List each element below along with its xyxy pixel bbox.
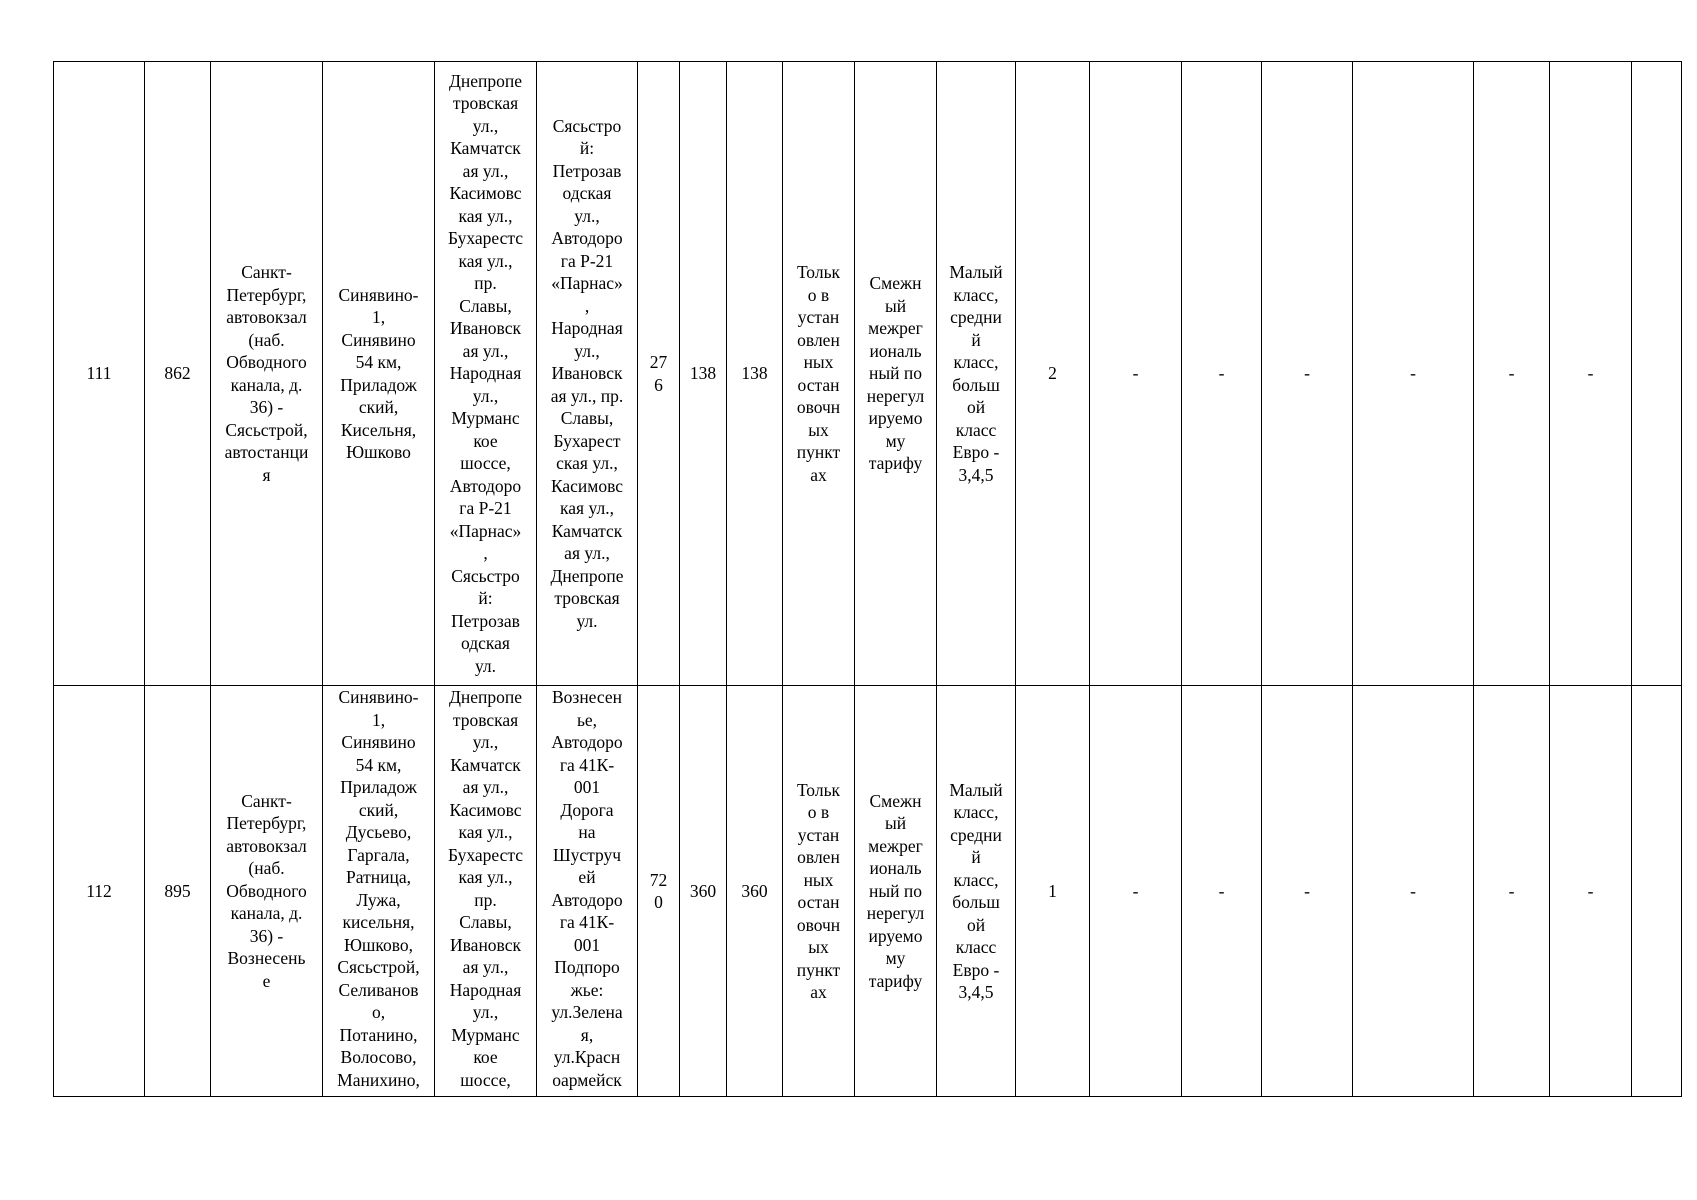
boarding-procedure: Тольк о в устан овлен ных остан овочн ых пункт ах (783, 62, 855, 686)
streets-backward: Вознесен ье, Автодоро га 41К- 001 Дорога на Шуструч ей Автодоро га 41К- 001 Подпоро жье: ул.Зелена я, ул.Красн оармейск (537, 686, 638, 1097)
route-name: Санкт- Петербург, автовокзал (наб. Обводного канала, д. 36) - Сясьстрой, автостанци я (211, 62, 323, 686)
table-row (54, 686, 1682, 1097)
data-cell: - (1474, 686, 1550, 1097)
streets-forward: Днепропе тровская ул., Камчатск ая ул., Касимовс кая ул., Бухарестс кая ул., пр. Славы, Ивановск ая ул., Народная ул., Мурманс кое шоссе, Автодоро га Р-21 «Парнас» , Сясьстро й: Петрозав одская ул. (435, 62, 537, 686)
route-length: 27 6 (638, 62, 680, 686)
data-cell: - (1550, 62, 1632, 686)
data-cell: - (1262, 686, 1353, 1097)
length-backward: 138 (727, 62, 783, 686)
route-name: Санкт- Петербург, автовокзал (наб. Обводного канала, д. 36) - Вознесень е (211, 686, 323, 1097)
route-length: 72 0 (638, 686, 680, 1097)
data-cell: - (1090, 62, 1182, 686)
vehicle-class: Малый класс, средни й класс, больш ой класс Евро - 3,4,5 (937, 62, 1016, 686)
intermediate-stops: Синявино- 1, Синявино 54 км, Приладож ский, Кисельня, Юшково (323, 62, 435, 686)
vehicle-class: Малый класс, средни й класс, больш ой класс Евро - 3,4,5 (937, 686, 1016, 1097)
data-cell (1632, 62, 1682, 686)
intermediate-stops: Синявино- 1, Синявино 54 км, Приладож ский, Дусьево, Гаргала, Ратница, Лужа, кисельня, Юшково, Сясьстрой, Селиванов о, Потанино, Волосово, Манихино, (323, 686, 435, 1097)
length-forward: 138 (680, 62, 727, 686)
data-cell: - (1550, 686, 1632, 1097)
table-row (54, 62, 1682, 686)
streets-forward: Днепропе тровская ул., Камчатск ая ул., Касимовс кая ул., Бухарестс кая ул., пр. Славы, Ивановск ая ул., Народная ул., Мурманс кое шоссе, (435, 686, 537, 1097)
route-type: Смежн ый межрег иональ ный по нерегул ируемо му тарифу (855, 62, 937, 686)
length-backward: 360 (727, 686, 783, 1097)
data-cell: - (1353, 62, 1474, 686)
data-cell (1632, 686, 1682, 1097)
vehicle-count: 1 (1016, 686, 1090, 1097)
streets-backward: Сясьстро й: Петрозав одская ул., Автодоро га Р-21 «Парнас» , Народная ул., Ивановск ая ул., пр. Славы, Бухарест ская ул., Касимовс кая ул., Камчатск ая ул., Днепропе тровская ул. (537, 62, 638, 686)
route-number: 112 (54, 686, 145, 1097)
routes-table (53, 61, 1682, 1097)
data-cell: - (1262, 62, 1353, 686)
route-type: Смежн ый межрег иональ ный по нерегул ируемо му тарифу (855, 686, 937, 1097)
length-forward: 360 (680, 686, 727, 1097)
registration-number: 862 (145, 62, 211, 686)
data-cell: - (1090, 686, 1182, 1097)
vehicle-count: 2 (1016, 62, 1090, 686)
route-number: 111 (54, 62, 145, 686)
boarding-procedure: Тольк о в устан овлен ных остан овочн ых пункт ах (783, 686, 855, 1097)
data-cell: - (1474, 62, 1550, 686)
data-cell: - (1182, 62, 1262, 686)
data-cell: - (1182, 686, 1262, 1097)
data-cell: - (1353, 686, 1474, 1097)
registration-number: 895 (145, 686, 211, 1097)
